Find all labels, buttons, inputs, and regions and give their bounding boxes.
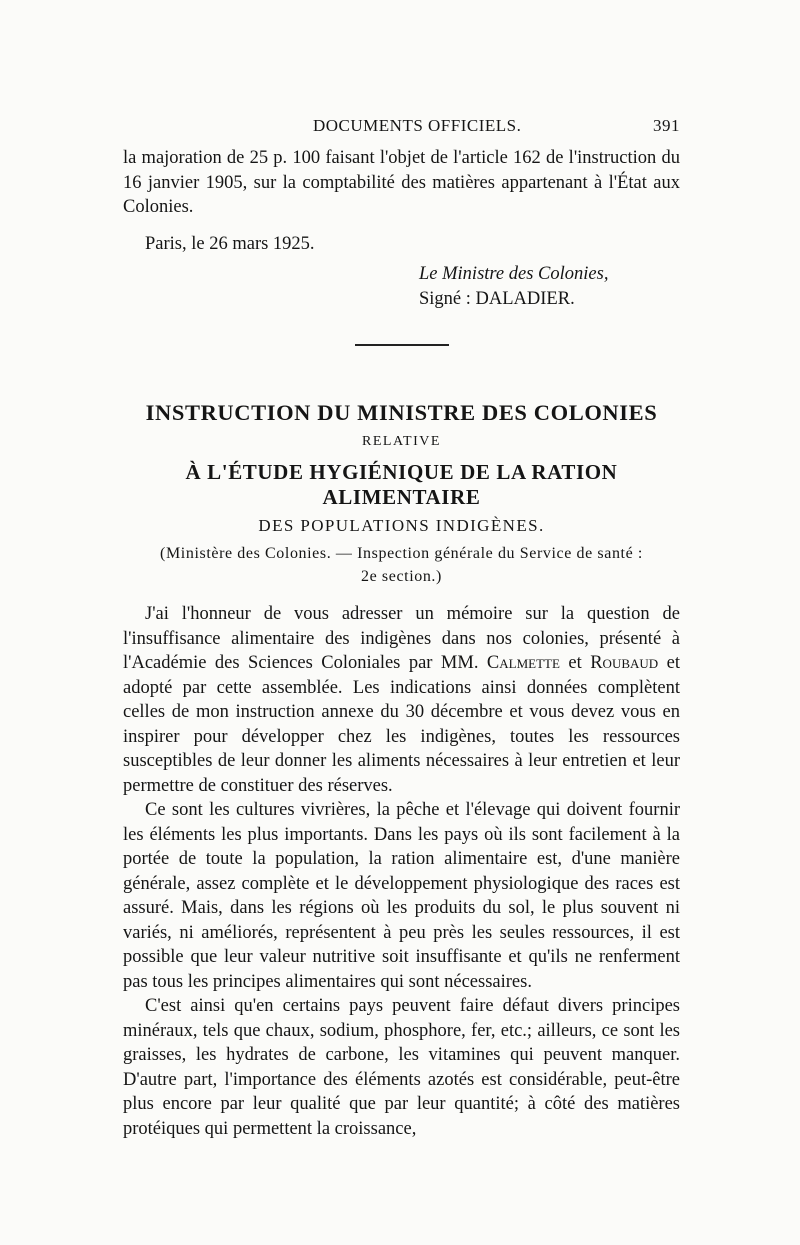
paragraph-1-connector: et — [559, 653, 591, 673]
paragraph-3: C'est ainsi qu'en certains pays peuvent faire défaut divers principes minéraux, tels que chaux, sodium, phosphore, fer, etc.; ailleurs, ce sont les graisses, les hydrates de carbone, les vitamines qui peuvent manquer. D'autre part, l'importance des éléments azotés est considérable, peut-être plus encore par leur qualité que par leur quantité; à côté des matières protéiques qui permettent la croissance, — [123, 996, 680, 1139]
instruction-body — [123, 602, 680, 1141]
author-name-roubaud: Roubaud — [590, 653, 659, 673]
source-line-2: 2e section.) — [361, 568, 442, 585]
paragraph-1-text-b: et adopté par cette assemblée. Les indications ainsi données complètent celles de mon instruction annexe du 30 décembre et vous devez vous en inspirer pour développer chez les indigènes, toutes les ressources susceptibles de leur donner les aliments nécessaires à leur entretien et leur permettre de constituer des réserves. — [123, 653, 680, 796]
heading-relative: RELATIVE — [362, 434, 441, 449]
running-head-title: DOCUMENTS OFFICIELS. — [313, 116, 522, 135]
source-note — [123, 542, 680, 588]
source-line-1: (Ministère des Colonies. — Inspection générale du Service de santé : — [160, 545, 643, 562]
heading-subject: À L'ÉTUDE HYGIÉNIQUE DE LA RATION ALIMENTAIRE — [185, 460, 618, 509]
heading-populations: DES POPULATIONS INDIGÈNES. — [258, 516, 545, 535]
date-line: Paris, le 26 mars 1925. — [145, 233, 315, 254]
paragraph-2: Ce sont les cultures vivrières, la pêche et l'élevage qui doivent fournir les éléments les plus importants. Dans les pays où ils sont facilement à la portée de toute la population, la ration alimentaire est, d'une manière générale, assez complète et le développement physiologique des races est assuré. Mais, dans les régions où les produits du sol, le plus souvent ni variés, ni améliorés, représentent à peu près les seules ressources, il est possible que leur valeur nutritive soit insuffisante et qu'ils ne renferment pas tous les principes alimentaires qui sont nécessaires. — [123, 800, 680, 992]
section-divider — [355, 344, 449, 346]
running-head — [123, 112, 680, 146]
paragraph-1 — [123, 602, 680, 798]
intro-paragraph: la majoration de 25 p. 100 faisant l'objet de l'article 162 de l'instruction du 16 janvier 1905, sur la comptabilité des matières appartenant à l'État aux Colonies. — [123, 148, 680, 217]
paragraph-1-text-a: J'ai l'honneur de vous adresser un mémoire sur la question de l'insuffisance alimentaire des indigènes dans nos colonies, présenté à l'Académie des Sciences Coloniales par MM. — [123, 604, 680, 673]
heading-title: INSTRUCTION DU MINISTRE DES COLONIES — [145, 400, 658, 425]
book-page — [123, 112, 680, 1141]
author-name-calmette: Calmette — [486, 653, 560, 673]
page-number: 391 — [653, 116, 680, 135]
signature-title: Le Ministre des Colonies, — [419, 264, 609, 284]
signature-name: Signé : DALADIER. — [419, 288, 575, 309]
signature-block — [419, 262, 680, 311]
